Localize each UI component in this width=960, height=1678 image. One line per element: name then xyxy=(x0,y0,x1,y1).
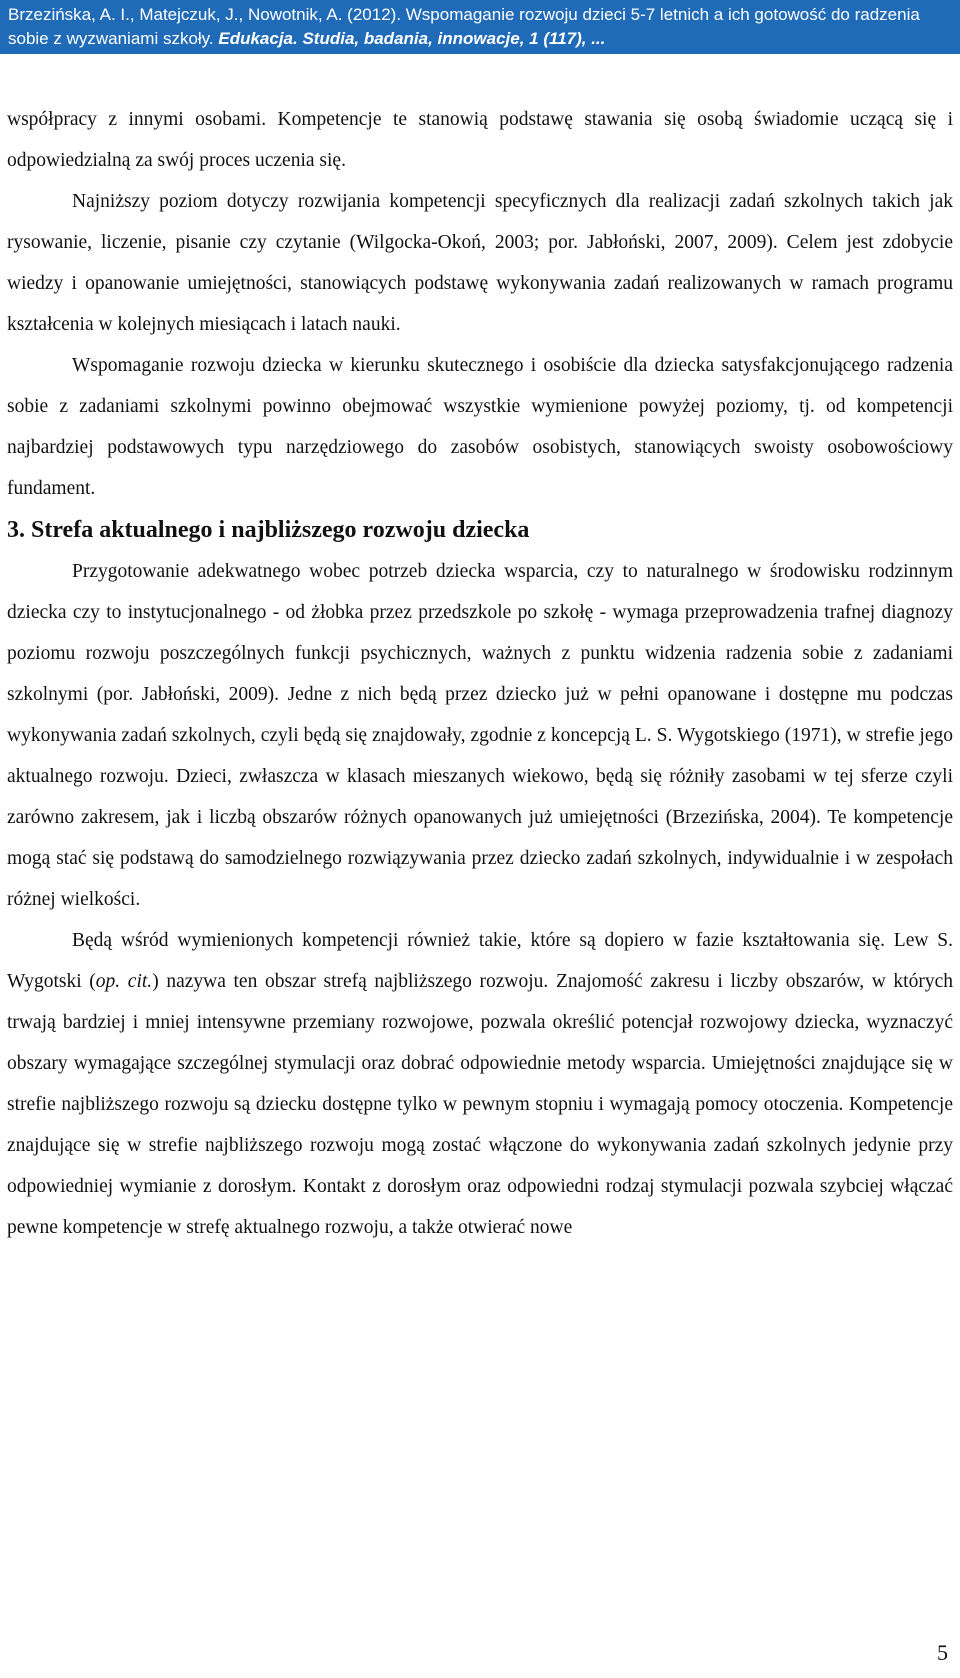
citation-op-cit: op. cit. xyxy=(95,971,153,992)
journal-name: Edukacja. Studia, badania, innowacje, 1 (117), ... xyxy=(218,29,606,48)
paragraph-support: Wspomaganie rozwoju dziecka w kierunku skutecznego i osobiście dla dziecka satysfakcjonującego radzenia sobie z zadaniami szkolnymi powinno obejmować wszystkie wymienione powyżej poziomy, tj. od kompetencji najbardziej podstawowych typu narzędziowego do zasobów osobistych, stanowiących swoisty osobowościowy fundament. xyxy=(7,355,953,499)
citation-line-1: Brzezińska, A. I., Matejczuk, J., Nowotnik, A. (2012). Wspomaganie rozwoju dzieci 5-7 letnich a ich gotowość do radzenia xyxy=(8,5,920,24)
paragraph-proximal-zone-b: ) nazywa ten obszar strefą najbliższego rozwoju. Znajomość zakresu i liczby obszarów, w których trwają bardziej i mniej intensywne przemiany rozwojowe, pozwala określić potencjał rozwojowy dziecka, wyznaczyć obszary wymagające szczególnej stymulacji oraz dobrać odpowiednie metody wsparcia. Umiejętności znajdujące się w strefie najbliższego rozwoju są dziecku dostępne tylko w pewnym stopniu i wymagają pomocy otoczenia. Kompetencje znajdujące się w strefie najbliższego rozwoju mogą zostać włączone do wykonywania zadań szkolnych jedynie przy odpowiedniej wymianie z dorosłym. Kontakt z dorosłym oraz odpowiedni rodzaj stymulacji pozwala szybciej włączać pewne kompetencje w strefę aktualnego rozwoju, a także otwierać nowe xyxy=(7,971,953,1238)
citation-line-2-text: sobie z wyzwaniami szkoły. xyxy=(8,29,219,48)
paragraph-preparation: Przygotowanie adekwatnego wobec potrzeb dziecka wsparcia, czy to naturalnego w środowisku rodzinnym dziecka czy to instytucjonalnego - od żłobka przez przedszkole po szkołę - wymaga przeprowadzenia trafnej diagnozy poziomu rozwoju poszczególnych funkcji psychicznych, ważnych z punktu widzenia radzenia sobie z zadaniami szkolnymi (por. Jabłoński, 2009). Jedne z nich będą przez dziecko już w pełni opanowane i dostępne mu podczas wykonywania zadań szkolnych, czyli będą się znajdowały, zgodnie z koncepcją L. S. Wygotskiego (1971), w strefie jego aktualnego rozwoju. Dzieci, zwłaszcza w klasach mieszanych wiekowo, będą się różniły zasobami w tej sferze czyli zarówno zakresem, jak i liczbą obszarów różnych opanowanych już umiejętności (Brzezińska, 2004). Te kompetencje mogą stać się podstawą do samodzielnego rozwiązywania przez dziecko zadań szkolnych, indywidualnie i w zespołach różnej wielkości. xyxy=(7,561,953,910)
paragraph-continuation: współpracy z innymi osobami. Kompetencje te stanowią podstawę stawania się osobą świadomie uczącą się i odpowiedzialną za swój proces uczenia się. xyxy=(7,109,953,171)
article-body xyxy=(7,99,953,1248)
paragraph-proximal-zone xyxy=(7,920,953,1248)
section-heading: 3. Strefa aktualnego i najbliższego rozwoju dziecka xyxy=(7,517,530,543)
paragraph-lowest-level: Najniższy poziom dotyczy rozwijania kompetencji specyficznych dla realizacji zadań szkolnych takich jak rysowanie, liczenie, pisanie czy czytanie (Wilgocka-Okoń, 2003; por. Jabłoński, 2007, 2009). Celem jest zdobycie wiedzy i opanowanie umiejętności, stanowiących podstawę wykonywania zadań realizowanych w ramach programu kształcenia w kolejnych miesiącach i latach nauki. xyxy=(7,191,953,335)
paragraph-proximal-zone-a: Będą wśród wymienionych kompetencji również takie, które są dopiero w fazie kształtowania się. Lew S. Wygotski ( xyxy=(7,930,953,992)
citation-line-2 xyxy=(8,27,952,51)
page-number: 5 xyxy=(937,1640,948,1665)
citation-header xyxy=(0,0,960,54)
